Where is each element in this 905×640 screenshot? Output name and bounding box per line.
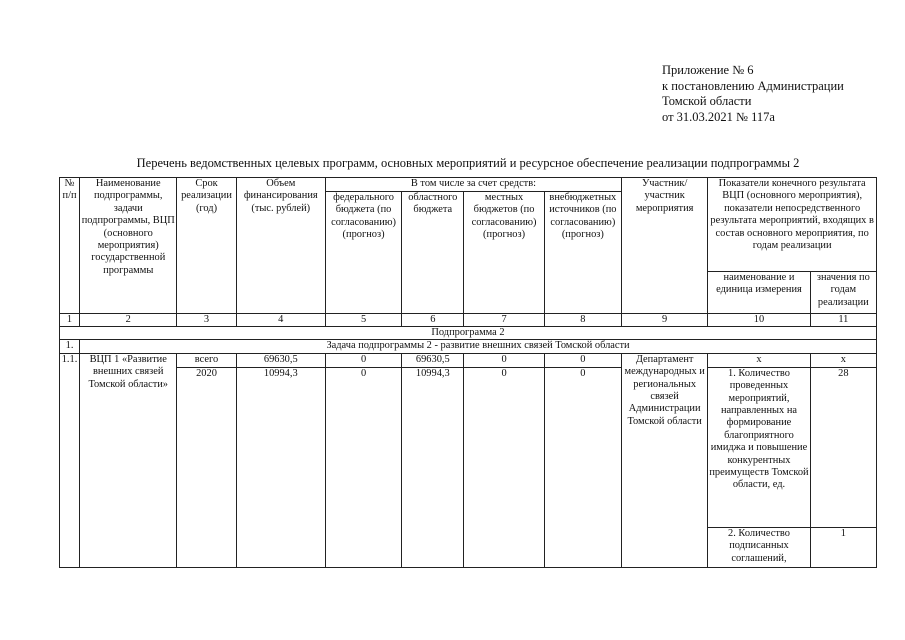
period-cell: всего [177,353,236,367]
header-period: Срок реализации (год) [177,178,236,314]
appendix-block [662,63,844,125]
column-number: 5 [325,314,401,327]
extrabudget-cell: 0 [544,353,621,367]
header-federal: федерального бюджета (по согласованию) (прогноз) [325,192,401,314]
indicator-value-cell: 1 [810,527,876,567]
local-cell: 0 [464,367,544,567]
header-num: № п/п [60,178,80,314]
appendix-line: от 31.03.2021 № 117а [662,109,775,124]
regional-cell: 10994,3 [402,367,464,567]
header-participant: Участник/ участник мероприятия [622,178,708,314]
column-number: 4 [236,314,325,327]
header-indicator-name: наименование и единица измерения [708,272,810,314]
column-number: 9 [622,314,708,327]
header-indicator-values: значения по годам реализации [810,272,876,314]
header-indicators-group: Показатели конечного результата ВЦП (основного мероприятия), показатели непосредственного результата мероприятий, входящих в состав основного мероприятия, по годам реализации [708,178,877,272]
column-number: 11 [810,314,876,327]
column-number: 8 [544,314,621,327]
federal-cell: 0 [325,353,401,367]
header-regional: областного бюджета [402,192,464,314]
indicator-cell: x [708,353,810,367]
header-volume: Объем финансирования (тыс. рублей) [236,178,325,314]
subprogram-row: Подпрограмма 2 [60,327,877,340]
participant-cell: Департамент международных и региональных связей Администрации Томской области [622,353,708,567]
appendix-line: Томской области [662,94,752,108]
column-number: 2 [80,314,177,327]
header-name: Наименование подпрограммы, задачи подпрограммы, ВЦП (основного мероприятия) государственной программы [80,178,177,314]
vcp-name: ВЦП 1 «Развитие внешних связей Томской области» [80,353,177,567]
federal-cell: 0 [325,367,401,567]
column-number: 6 [402,314,464,327]
task-number: 1. [60,340,80,353]
indicator-value-cell: x [810,353,876,367]
appendix-line: к постановлению Администрации [662,78,844,93]
column-number: 10 [708,314,810,327]
volume-cell: 10994,3 [236,367,325,567]
header-extrabudget: внебюджетных источников (по согласованию) (прогноз) [544,192,621,314]
column-number: 3 [177,314,236,327]
indicator-cell: 1. Количество проведенных мероприятий, направленных на формирование благоприятного имиджа и повышение конкурентных преимуществ Томской области, ед. [708,367,810,527]
vcp-number: 1.1. [60,353,80,567]
header-sources-group: В том числе за счет средств: [325,178,621,192]
extrabudget-cell: 0 [544,367,621,567]
header-local: местных бюджетов (по согласованию) (прогноз) [464,192,544,314]
column-number: 7 [464,314,544,327]
period-cell: 2020 [177,367,236,567]
regional-cell: 69630,5 [402,353,464,367]
appendix-line: Приложение № 6 [662,63,754,77]
column-number: 1 [60,314,80,327]
program-table [59,177,877,568]
document-title: Перечень ведомственных целевых программ, основных мероприятий и ресурсное обеспечение реализации подпрограммы 2 [136,156,800,170]
indicator-value-cell: 28 [810,367,876,527]
volume-cell: 69630,5 [236,353,325,367]
local-cell: 0 [464,353,544,367]
indicator-cell: 2. Количество подписанных соглашений, [708,527,810,567]
task-title: Задача подпрограммы 2 - развитие внешних связей Томской области [80,340,877,353]
